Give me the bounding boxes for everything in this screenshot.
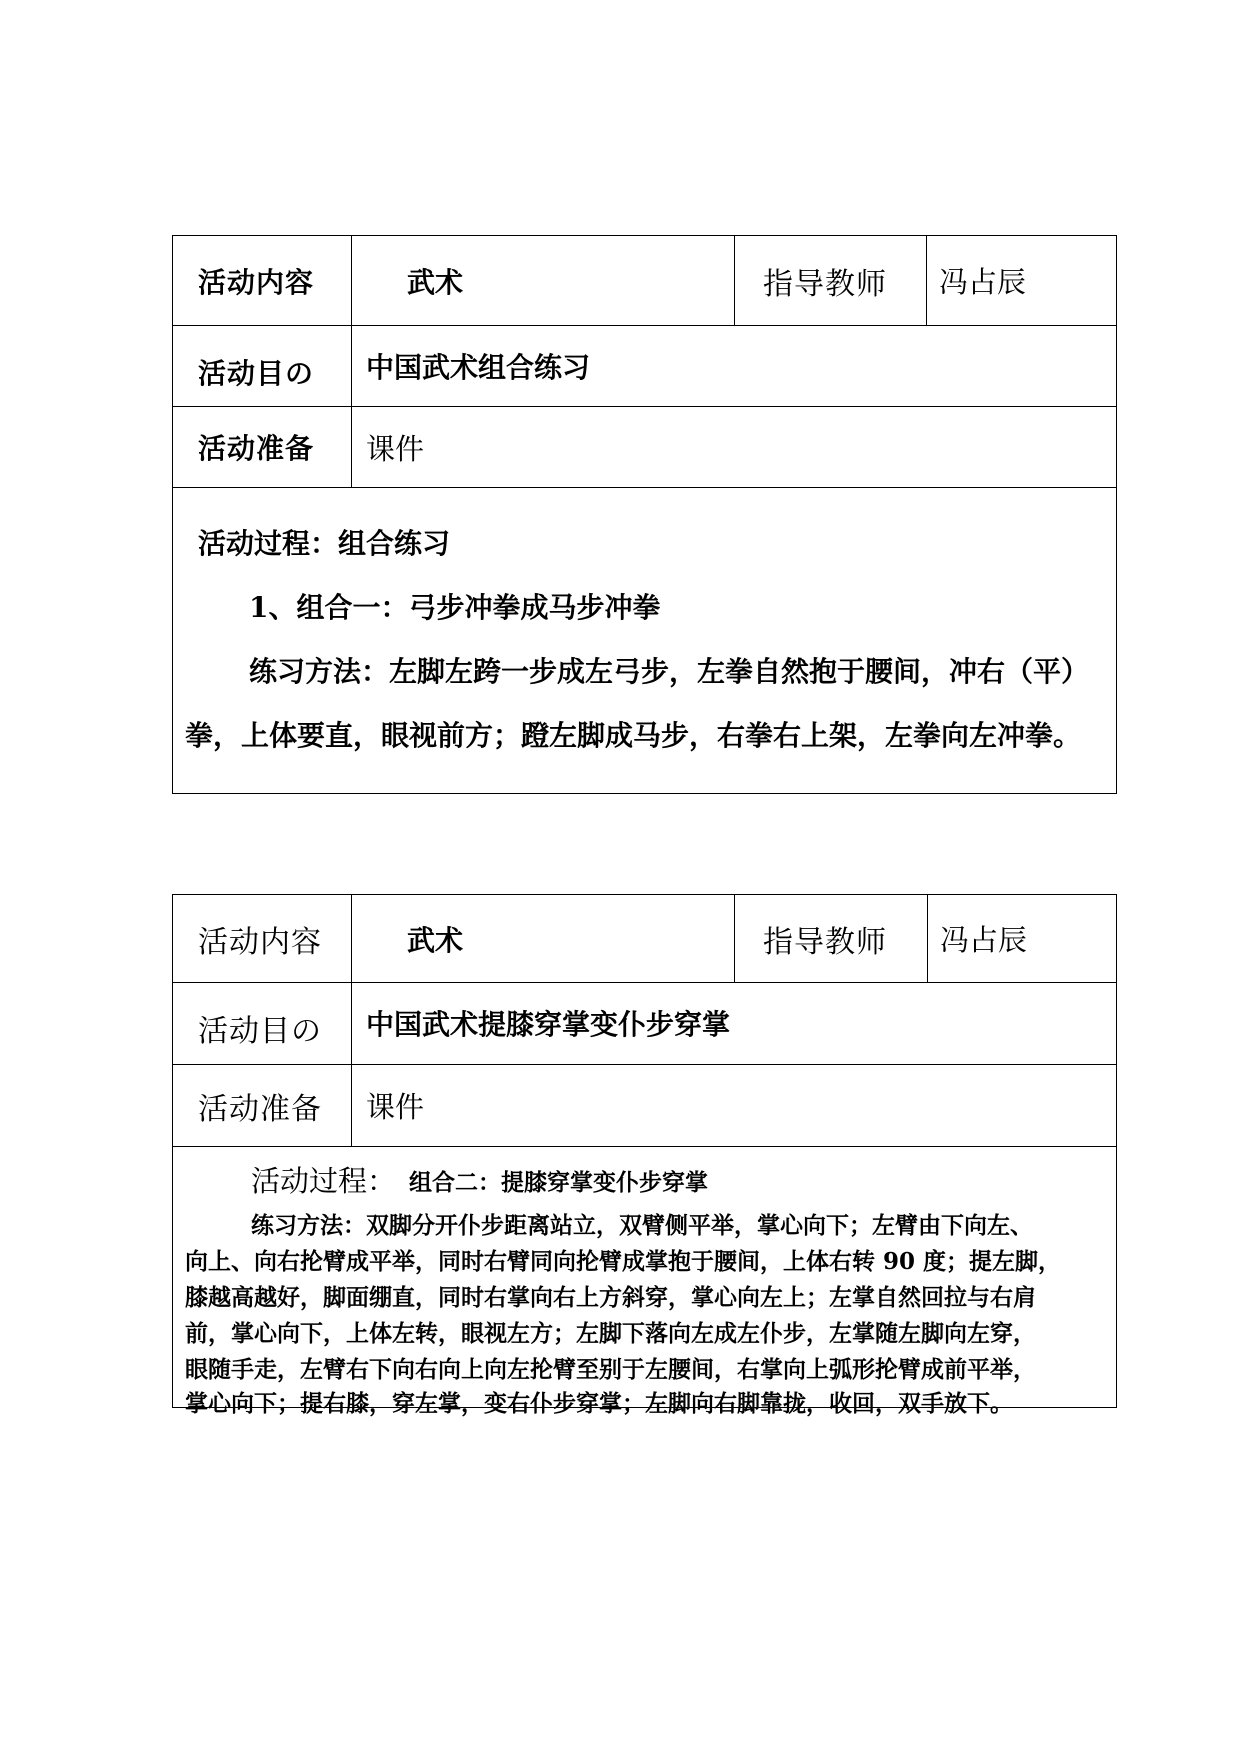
teacher-label-cell: [735, 895, 928, 982]
content-label-cell: [173, 895, 352, 982]
process-line-4: 前，掌心向下，上体左转，眼视左方；左脚下落向左成左仆步，左掌随左脚向左穿，: [185, 1320, 1036, 1347]
teacher-label: 指导教师: [763, 924, 887, 960]
content-label-cell: [173, 236, 352, 325]
prep-value-cell: [352, 407, 1116, 487]
purpose-row: [173, 983, 1116, 1065]
process-row: [173, 488, 1116, 793]
content-label: 活动内容: [198, 924, 322, 960]
purpose-value: 中国武术提膝穿掌变仆步穿掌: [366, 1008, 731, 1041]
purpose-label-cell: [173, 983, 352, 1064]
process-method-line-2: 拳，上体要直，眼视前方；蹬左脚成马步，右拳右上架，左拳向左冲拳。: [185, 719, 1082, 752]
activity-table-2: [172, 894, 1117, 1417]
process-line-1: 练习方法：双脚分开仆步距离站立，双臂侧平举，掌心向下；左臂由下向左、: [251, 1212, 1033, 1239]
prep-value: 课件: [366, 431, 425, 466]
prep-label: 活动准备: [198, 1091, 322, 1127]
purpose-label-cell: [173, 326, 352, 406]
process-line-5: 眼随手走，左臂右下向右向上向左抡臂至别于左腰间，右掌向上弧形抡臂成前平举，: [185, 1356, 1036, 1383]
process-cell: [173, 488, 1116, 793]
content-value-cell: [352, 895, 735, 982]
process-heading: 活动过程：组合练习: [198, 527, 451, 560]
content-value: 武术: [407, 923, 464, 957]
content-row: [173, 895, 1116, 983]
content-label: 活动内容: [198, 265, 315, 299]
content-value: 武术: [407, 265, 464, 299]
prep-label-cell: [173, 407, 352, 487]
process-line-6: 掌心向下；提右膝，穿左掌，变右仆步穿掌；左脚向右脚靠拢，收回，双手放下。: [185, 1390, 1013, 1417]
purpose-row: [173, 326, 1116, 407]
process-row: [173, 1147, 1116, 1417]
teacher-label-cell: [735, 236, 927, 325]
purpose-label: 活动目の: [198, 1014, 322, 1049]
prep-label: 活动准备: [198, 432, 315, 465]
process-cell: [173, 1147, 1116, 1417]
teacher-label: 指导教师: [763, 266, 887, 302]
purpose-value-cell: [352, 983, 1116, 1064]
prep-row: [173, 407, 1116, 488]
prep-row: [173, 1065, 1116, 1147]
purpose-label: 活动目の: [198, 357, 315, 390]
prep-value: 课件: [366, 1090, 425, 1124]
activity-table-1: [172, 235, 1117, 794]
process-heading-value: 组合二：提膝穿掌变仆步穿掌: [409, 1169, 708, 1196]
content-row: [173, 236, 1116, 326]
process-method-line-1: 练习方法：左脚左跨一步成左弓步，左拳自然抱于腰间，冲右（平）: [249, 655, 1090, 688]
prep-label-cell: [173, 1065, 352, 1146]
teacher-value-cell: [928, 895, 1116, 982]
process-heading-label: 活动过程：: [251, 1164, 397, 1198]
prep-value-cell: [352, 1065, 1116, 1146]
process-item-title: 1、组合一：弓步冲拳成马步冲拳: [249, 591, 661, 624]
purpose-value-cell: [352, 326, 1116, 406]
process-line-2: 向上、向右抡臂成平举，同时右臂同向抡臂成掌抱于腰间，上体右转 90 度；提左脚，: [185, 1248, 1062, 1275]
teacher-value-cell: [927, 236, 1116, 325]
purpose-value: 中国武术组合练习: [366, 351, 591, 384]
content-value-cell: [352, 236, 735, 325]
teacher-value: 冯占辰: [940, 923, 1028, 957]
process-line-3: 膝越高越好，脚面绷直，同时右掌向右上方斜穿，掌心向左上；左掌自然回拉与右肩: [185, 1284, 1036, 1311]
teacher-value: 冯占辰: [939, 265, 1027, 299]
